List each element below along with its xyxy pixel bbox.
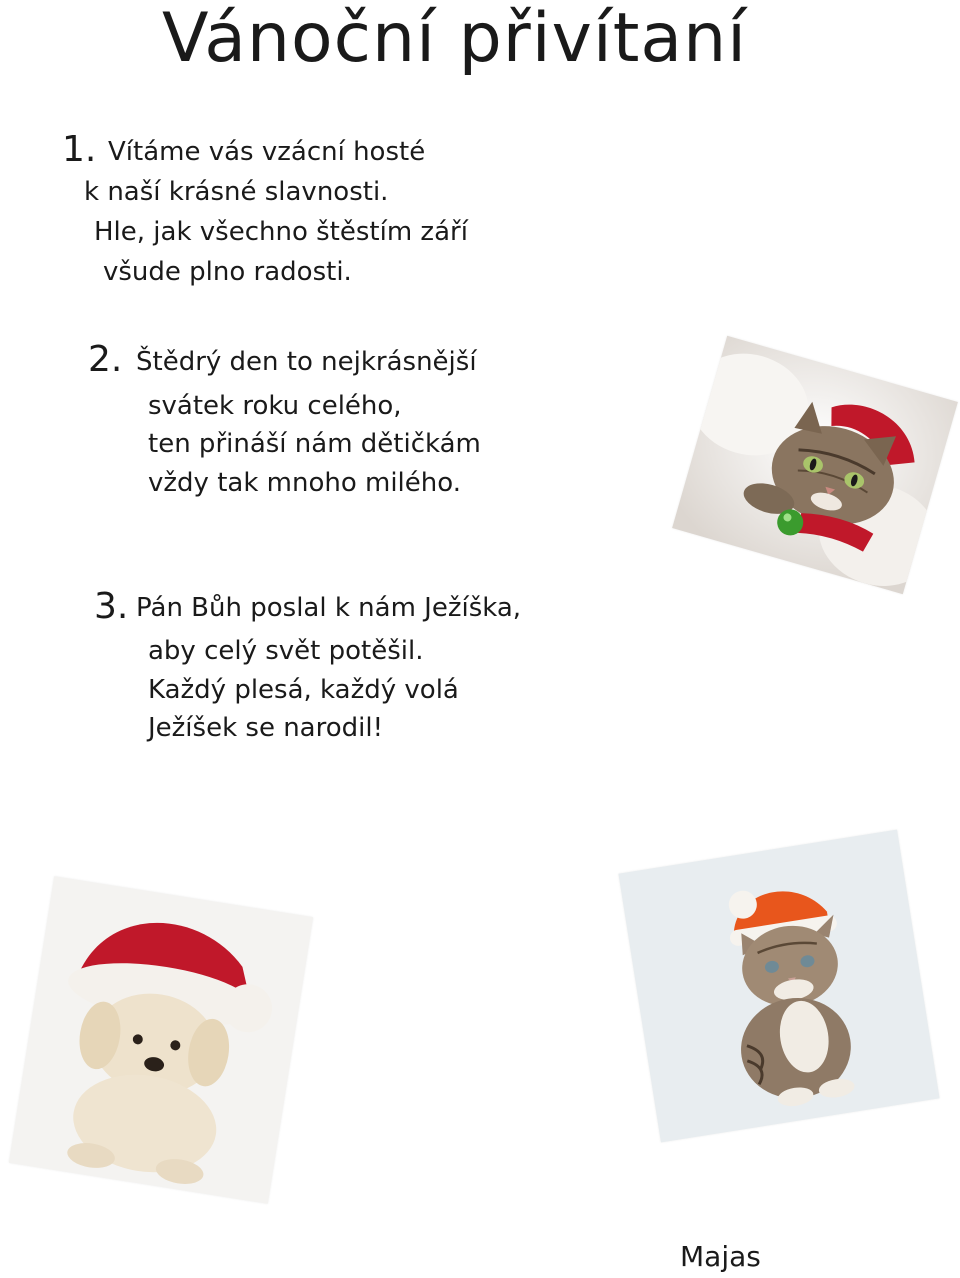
verse-2-line-4: vždy tak mnoho milého. bbox=[148, 468, 461, 498]
verse-1-line-2: k naší krásné slavnosti. bbox=[84, 177, 389, 207]
verse-3-number: 3. bbox=[94, 586, 129, 627]
verse-3-line-3: Každý plesá, každý volá bbox=[148, 675, 459, 705]
kitten-in-santa-hat-photo bbox=[672, 336, 958, 594]
page-title: Vánoční přivítaní bbox=[162, 0, 748, 78]
verse-2-line-3: ten přináší nám dětičkám bbox=[148, 429, 481, 459]
verse-3-line-2: aby celý svět potěšil. bbox=[148, 636, 424, 666]
verse-2-number: 2. bbox=[88, 339, 123, 380]
verse-3-line-1: Pán Bůh poslal k nám Ježíška, bbox=[136, 593, 522, 623]
verse-1-number: 1. bbox=[62, 129, 97, 170]
verse-2-line-1: Štědrý den to nejkrásnější bbox=[136, 347, 477, 377]
signature: Majas bbox=[680, 1240, 761, 1273]
puppy-in-santa-hat-photo bbox=[9, 876, 313, 1203]
verse-1-line-4: všude plno radosti. bbox=[103, 257, 352, 287]
kitten-in-orange-hat-photo bbox=[618, 830, 939, 1143]
verse-1-line-1: Vítáme vás vzácní hosté bbox=[108, 137, 426, 167]
verse-2-line-2: svátek roku celého, bbox=[148, 391, 402, 421]
verse-1-line-3: Hle, jak všechno štěstím září bbox=[94, 217, 468, 247]
verse-3-line-4: Ježíšek se narodil! bbox=[148, 713, 384, 743]
